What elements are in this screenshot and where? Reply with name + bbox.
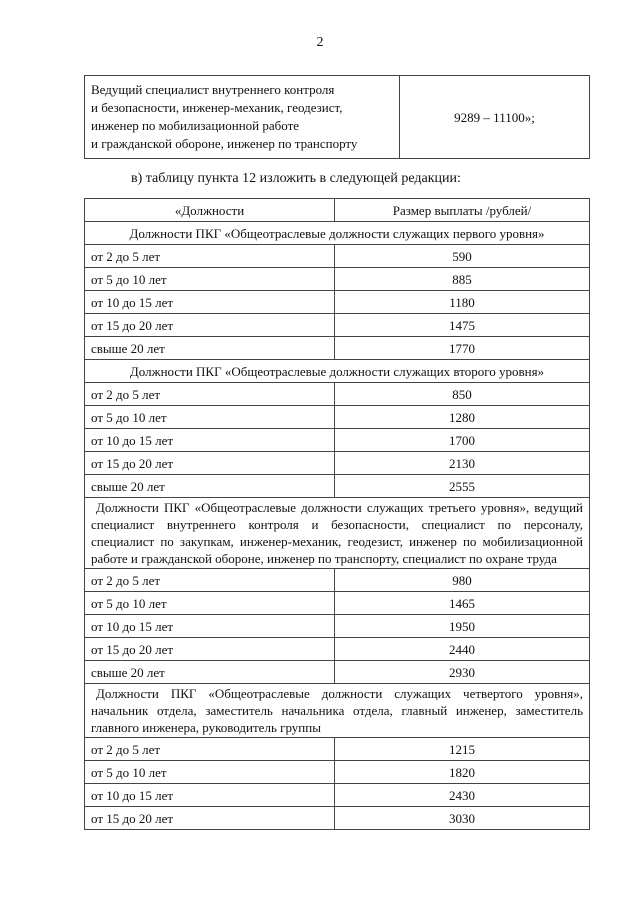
column-header-amount: Размер выплаты /рублей/ bbox=[335, 199, 590, 222]
amount-cell: 1280 bbox=[335, 406, 590, 429]
table-row bbox=[85, 429, 590, 452]
previous-table-fragment bbox=[84, 75, 590, 159]
amount-cell: 1475 bbox=[335, 314, 590, 337]
amount-cell: 1700 bbox=[335, 429, 590, 452]
table-row bbox=[85, 76, 590, 159]
table-row bbox=[85, 661, 590, 684]
column-header-position: «Должности bbox=[85, 199, 335, 222]
group-title: Должности ПКГ «Общеотраслевые должности служащих первого уровня» bbox=[85, 222, 590, 245]
period-cell: от 10 до 15 лет bbox=[85, 429, 335, 452]
group-title: Должности ПКГ «Общеотраслевые должности служащих четвертого уровня», начальник отдела, заместитель начальника отдела, главный инженер, заместитель главного инженера, руководитель группы bbox=[85, 684, 590, 738]
table-row bbox=[85, 314, 590, 337]
intro-paragraph: в) таблицу пункта 12 изложить в следующей редакции: bbox=[131, 171, 461, 186]
amount-cell: 850 bbox=[335, 383, 590, 406]
group-header-row bbox=[85, 360, 590, 383]
table-row bbox=[85, 761, 590, 784]
table-row bbox=[85, 638, 590, 661]
period-cell: от 5 до 10 лет bbox=[85, 268, 335, 291]
group-title: Должности ПКГ «Общеотраслевые должности служащих третьего уровня», ведущий специалист внутреннего контроля и безопасности, специалист по персоналу, специалист по закупкам, инженер-механик, геодезист, инженер по мобилизационной работе и гражданской обороне, инженер по транспорту, специалист по охране труда bbox=[85, 498, 590, 569]
period-cell: от 2 до 5 лет bbox=[85, 738, 335, 761]
amount-cell: 980 bbox=[335, 569, 590, 592]
table-row bbox=[85, 383, 590, 406]
period-cell: от 5 до 10 лет bbox=[85, 406, 335, 429]
period-cell: от 10 до 15 лет bbox=[85, 784, 335, 807]
position-line: инженер по мобилизационной работе bbox=[91, 118, 300, 133]
group-title: Должности ПКГ «Общеотраслевые должности служащих второго уровня» bbox=[85, 360, 590, 383]
position-line: и гражданской обороне, инженер по транспорту bbox=[91, 136, 358, 151]
table-row bbox=[85, 615, 590, 638]
period-cell: от 2 до 5 лет bbox=[85, 245, 335, 268]
table-row bbox=[85, 268, 590, 291]
table-row bbox=[85, 592, 590, 615]
table-header-row bbox=[85, 199, 590, 222]
table-row bbox=[85, 738, 590, 761]
group-header-row bbox=[85, 684, 590, 738]
period-cell: от 15 до 20 лет bbox=[85, 638, 335, 661]
period-cell: свыше 20 лет bbox=[85, 337, 335, 360]
table-row bbox=[85, 807, 590, 830]
period-cell: от 15 до 20 лет bbox=[85, 314, 335, 337]
period-cell: от 10 до 15 лет bbox=[85, 615, 335, 638]
amount-cell: 1820 bbox=[335, 761, 590, 784]
position-line: Ведущий специалист внутреннего контроля bbox=[91, 82, 335, 97]
group-header-row bbox=[85, 222, 590, 245]
amount-cell: 1770 bbox=[335, 337, 590, 360]
period-cell: от 15 до 20 лет bbox=[85, 807, 335, 830]
group-header-row bbox=[85, 498, 590, 569]
amount-cell: 885 bbox=[335, 268, 590, 291]
table-row bbox=[85, 475, 590, 498]
amount-cell: 1950 bbox=[335, 615, 590, 638]
period-cell: от 15 до 20 лет bbox=[85, 452, 335, 475]
amount-cell: 3030 bbox=[335, 807, 590, 830]
table-row bbox=[85, 291, 590, 314]
table-row bbox=[85, 452, 590, 475]
amount-cell: 1465 bbox=[335, 592, 590, 615]
period-cell: свыше 20 лет bbox=[85, 661, 335, 684]
amount-cell: 1215 bbox=[335, 738, 590, 761]
amount-cell: 2930 bbox=[335, 661, 590, 684]
period-cell: свыше 20 лет bbox=[85, 475, 335, 498]
amount-cell: 590 bbox=[335, 245, 590, 268]
amount-cell: 2440 bbox=[335, 638, 590, 661]
table-row bbox=[85, 337, 590, 360]
table-row bbox=[85, 406, 590, 429]
period-cell: от 2 до 5 лет bbox=[85, 383, 335, 406]
position-line: и безопасности, инженер-механик, геодезист, bbox=[91, 100, 343, 115]
period-cell: от 5 до 10 лет bbox=[85, 592, 335, 615]
amount-cell: 1180 bbox=[335, 291, 590, 314]
amount-cell: 2430 bbox=[335, 784, 590, 807]
amount-cell: 2130 bbox=[335, 452, 590, 475]
period-cell: от 5 до 10 лет bbox=[85, 761, 335, 784]
period-cell: от 2 до 5 лет bbox=[85, 569, 335, 592]
table-row bbox=[85, 245, 590, 268]
amount-cell: 2555 bbox=[335, 475, 590, 498]
table-row bbox=[85, 784, 590, 807]
table-row bbox=[85, 569, 590, 592]
position-cell bbox=[85, 76, 400, 159]
value-cell: 9289 – 11100»; bbox=[400, 76, 590, 159]
page-number: 2 bbox=[316, 35, 324, 50]
period-cell: от 10 до 15 лет bbox=[85, 291, 335, 314]
payment-table bbox=[84, 198, 590, 830]
